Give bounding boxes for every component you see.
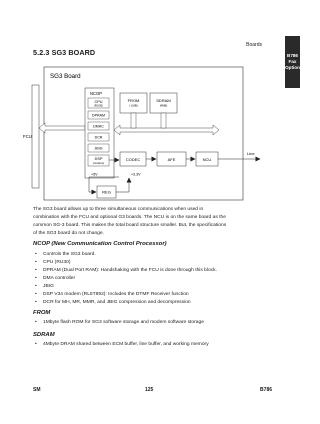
list-item: • Controls the SG3 board. xyxy=(35,252,96,257)
sdram-bus-link xyxy=(161,113,166,128)
ncop-label: NCOP xyxy=(90,91,103,96)
reg-label: REG xyxy=(102,189,111,195)
list-item: • 1Mbyte flash ROM for SG3 software storage and modem software storage xyxy=(35,320,204,325)
chapter-tab-label-1: Fax xyxy=(288,59,297,65)
ncop-bullet-list xyxy=(35,251,270,307)
v5-label: +5V xyxy=(91,172,98,177)
list-item: • DSP V34 modem (RL5T892): Includes the DTMF Receiver function xyxy=(35,292,189,297)
cpu-label: CPU xyxy=(94,100,103,104)
cpu-sub-label: (RU30) xyxy=(93,103,104,108)
from-sub-label: ( 1MB) xyxy=(129,103,138,108)
intro-line: of the SG3 board do not change. xyxy=(33,231,104,237)
v33-label: +3.3V xyxy=(131,172,141,177)
list-item: • 4Mbyte DRAM shared between ECM buffer, line buffer, and working memory xyxy=(35,342,209,347)
afe-label: AFE xyxy=(167,157,176,162)
from-heading: FROM xyxy=(33,310,51,316)
list-item: • JBIG xyxy=(35,284,54,289)
chapter-tab xyxy=(285,36,300,88)
intro-paragraph xyxy=(33,206,270,238)
chapter-tab-label-2: Option xyxy=(285,64,300,70)
ncop-heading: NCOP (New Communication Control Processor) xyxy=(33,241,167,247)
dcr-label: DCR xyxy=(94,135,103,140)
list-item: • CPU (RU30) xyxy=(35,260,71,265)
list-item: • DCR for MH, MR, MMR, and JBIG compression and decompression xyxy=(35,300,191,305)
dsp-label: DSP xyxy=(94,157,103,161)
board-label: SG3 Board xyxy=(50,73,81,80)
intro-line: The SG3 board allows up to three simultaneous communications when used in xyxy=(33,207,204,212)
section-title: 5.2.3 SG3 BOARD xyxy=(33,48,96,57)
from-label: FROM xyxy=(127,98,140,103)
sg3-block-diagram xyxy=(23,66,262,201)
sdram-heading: SDRAM xyxy=(33,332,55,338)
dpram-label: DPRAM xyxy=(92,113,105,118)
sdram-label: SDRAM xyxy=(156,98,171,103)
from-bullet-list xyxy=(35,319,270,327)
list-item: • DMA controller xyxy=(35,276,76,281)
dsp-sub-label: (modem) xyxy=(92,161,105,165)
list-item: • DPRAM (Dual Port RAM): Handshaking with the FCU is done through this block. xyxy=(35,268,217,273)
footer-left: SM xyxy=(33,387,41,393)
from-bus-link xyxy=(131,113,136,128)
line-label: Line xyxy=(247,151,255,156)
chapter-tab-model: B786 xyxy=(287,53,298,59)
fcu-block xyxy=(32,85,39,188)
sdram-bullet-list xyxy=(35,341,270,349)
dmac-label: DMAC xyxy=(93,124,104,129)
page-number: 125 xyxy=(145,387,154,393)
ncu-label: NCU xyxy=(202,157,212,162)
intro-line: common SG-3 board. This makes the total board structure smaller. But, the specifications xyxy=(33,223,227,229)
fcu-label: FCU xyxy=(23,134,32,139)
running-header: Boards xyxy=(246,42,262,48)
codec-label: CODEC xyxy=(125,157,141,162)
footer-right: B786 xyxy=(260,387,272,393)
sdram-sub-label: (4MB) xyxy=(159,103,168,108)
intro-line: combination with the FCU and optional G3 boards. The NCU is on the same board as the xyxy=(33,215,226,221)
jbig-label: JBIG xyxy=(94,146,103,151)
